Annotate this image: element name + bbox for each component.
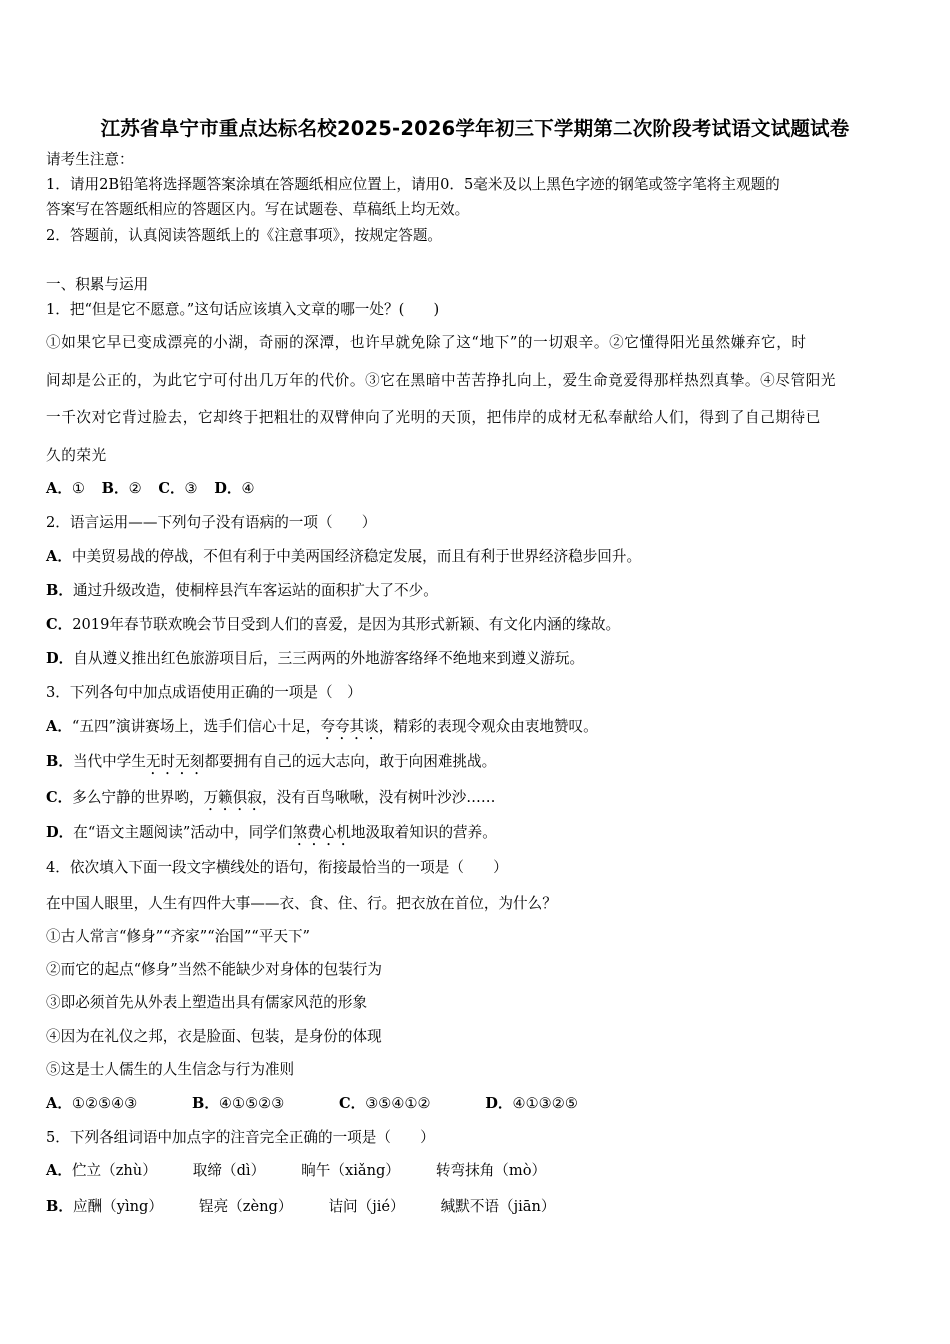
word: 诘问（jié） (328, 1198, 405, 1215)
emphasized-idiom: 煞费心机 (292, 824, 351, 841)
notice-item-1-line-2: 答案写在答题纸相应的答题区内。写在试题卷、草稿纸上均无效。 (46, 201, 470, 218)
word: 锃亮（zèng） (198, 1198, 293, 1215)
option-a[interactable]: A．① (46, 480, 86, 497)
question-4-intro: 在中国人眼里，人生有四件大事——衣、食、住、行。把衣放在首位，为什么？ (46, 895, 557, 912)
word: 伫立（zhù） (71, 1162, 157, 1179)
question-2-option-a[interactable]: A．中美贸易战的停战，不但有利于中美两国经济稳定发展，而且有利于世界经济稳步回升。 (46, 548, 642, 565)
question-4-item: ④因为在礼仪之邦，衣是脸面、包装，是身份的体现 (46, 1028, 382, 1045)
emphasized-idiom: 夸夸其谈 (320, 718, 379, 735)
question-1-stem: 1．把“但是它不愿意。”这句话应该填入文章的哪一处？( ) (46, 301, 440, 318)
word: 取缔（dì） (192, 1162, 266, 1179)
word: 转弯抹角（mò） (435, 1162, 547, 1179)
notice-item-2: 2．答题前，认真阅读答题纸上的《注意事项》，按规定答题。 (46, 227, 443, 244)
question-1-options (46, 479, 255, 499)
question-3-option-d[interactable]: D．在“语文主题阅读”活动中，同学们煞费心机地汲取着知识的营养。 (46, 824, 497, 841)
question-4-item: ③即必须首先从外表上塑造出具有儒家风范的形象 (46, 994, 368, 1011)
option-d[interactable]: D．④ (214, 480, 255, 497)
question-1-passage-line: 间却是公正的，为此它宁可付出几万年的代价。③它在黑暗中苦苦挣扎向上，爱生命竟爱得那样热烈真挚。④尽管阳光 (46, 372, 837, 389)
option-b[interactable]: B．④①⑤②③ (191, 1095, 285, 1112)
page-title: 江苏省阜宁市重点达标名校2025-2026学年初三下学期第二次阶段考试语文试题试卷 (100, 117, 850, 140)
word: 缄默不语（jiān） (440, 1198, 556, 1215)
question-5-option-a[interactable]: A．伫立（zhù） 取缔（dì） 晌午（xiǎng） 转弯抹角（mò） (46, 1162, 547, 1179)
question-4-item: ②而它的起点“修身”当然不能缺少对身体的包装行为 (46, 961, 382, 978)
question-4-item: ⑤这是士人儒生的人生信念与行为准则 (46, 1061, 295, 1078)
question-4-item: ①古人常言“修身”“齐家”“治国”“平天下” (46, 928, 310, 945)
question-4-options (46, 1094, 578, 1114)
option-a[interactable]: A．①②⑤④③ (46, 1095, 138, 1112)
word: 应酬（yìng） (72, 1198, 163, 1215)
question-3-stem: 3．下列各句中加点成语使用正确的一项是（ ） (46, 684, 362, 701)
word: 晌午（xiǎng） (301, 1162, 400, 1179)
question-2-option-d[interactable]: D．自从遵义推出红色旅游项目后，三三两两的外地游客络绎不绝地来到遵义游玩。 (46, 650, 585, 667)
question-3-option-c[interactable]: C．多么宁静的世界哟，万籁俱寂，没有百鸟啾啾，没有树叶沙沙…… (46, 789, 496, 806)
question-3-option-b[interactable]: B．当代中学生无时无刻都要拥有自己的远大志向，敢于向困难挑战。 (46, 753, 497, 770)
option-d[interactable]: D．④①③②⑤ (485, 1095, 578, 1112)
question-5-option-b[interactable]: B．应酬（yìng） 锃亮（zèng） 诘问（jié） 缄默不语（jiān） (46, 1198, 556, 1215)
emphasized-idiom: 无时无刻 (145, 753, 205, 770)
emphasized-idiom: 万籁俱寂 (203, 789, 262, 806)
question-2-option-c[interactable]: C．2019年春节联欢晚会节目受到人们的喜爱，是因为其形式新颖、有文化内涵的缘故。 (46, 616, 621, 633)
question-2-stem: 2．语言运用——下列句子没有语病的一项（ ） (46, 514, 377, 531)
question-4-stem: 4．依次填入下面一段文字横线处的语句，衔接最恰当的一项是（ ） (46, 859, 508, 876)
option-b[interactable]: B．② (101, 480, 142, 497)
question-1-passage-line: 久的荣光 (46, 447, 107, 464)
question-5-stem: 5．下列各组词语中加点字的注音完全正确的一项是（ ） (46, 1129, 435, 1146)
question-1-passage-line: ①如果它早已变成漂亮的小湖，奇丽的深潭，也许早就免除了这“地下”的一切艰辛。②它懂得阳光虽然嫌弃它，时 (46, 334, 807, 351)
option-c[interactable]: C．③⑤④①② (338, 1095, 431, 1112)
option-c[interactable]: C．③ (158, 480, 198, 497)
notice-heading: 请考生注意： (46, 151, 134, 168)
question-3-option-a[interactable]: A．“五四”演讲赛场上，选手们信心十足，夸夸其谈，精彩的表现令观众由衷地赞叹。 (46, 718, 598, 735)
section-heading: 一、积累与运用 (46, 276, 149, 293)
question-2-option-b[interactable]: B．通过升级改造，使桐梓县汽车客运站的面积扩大了不少。 (46, 582, 438, 599)
question-1-passage-line: 一千次对它背过脸去，它却终于把粗壮的双臂伸向了光明的天顶，把伟岸的成材无私奉献给人们，得到了自己期待已 (46, 409, 821, 426)
notice-item-1-line-1: 1．请用2B铅笔将选择题答案涂填在答题纸相应位置上，请用0．5毫米及以上黑色字迹的钢笔或签字笔将主观题的 (46, 176, 780, 193)
